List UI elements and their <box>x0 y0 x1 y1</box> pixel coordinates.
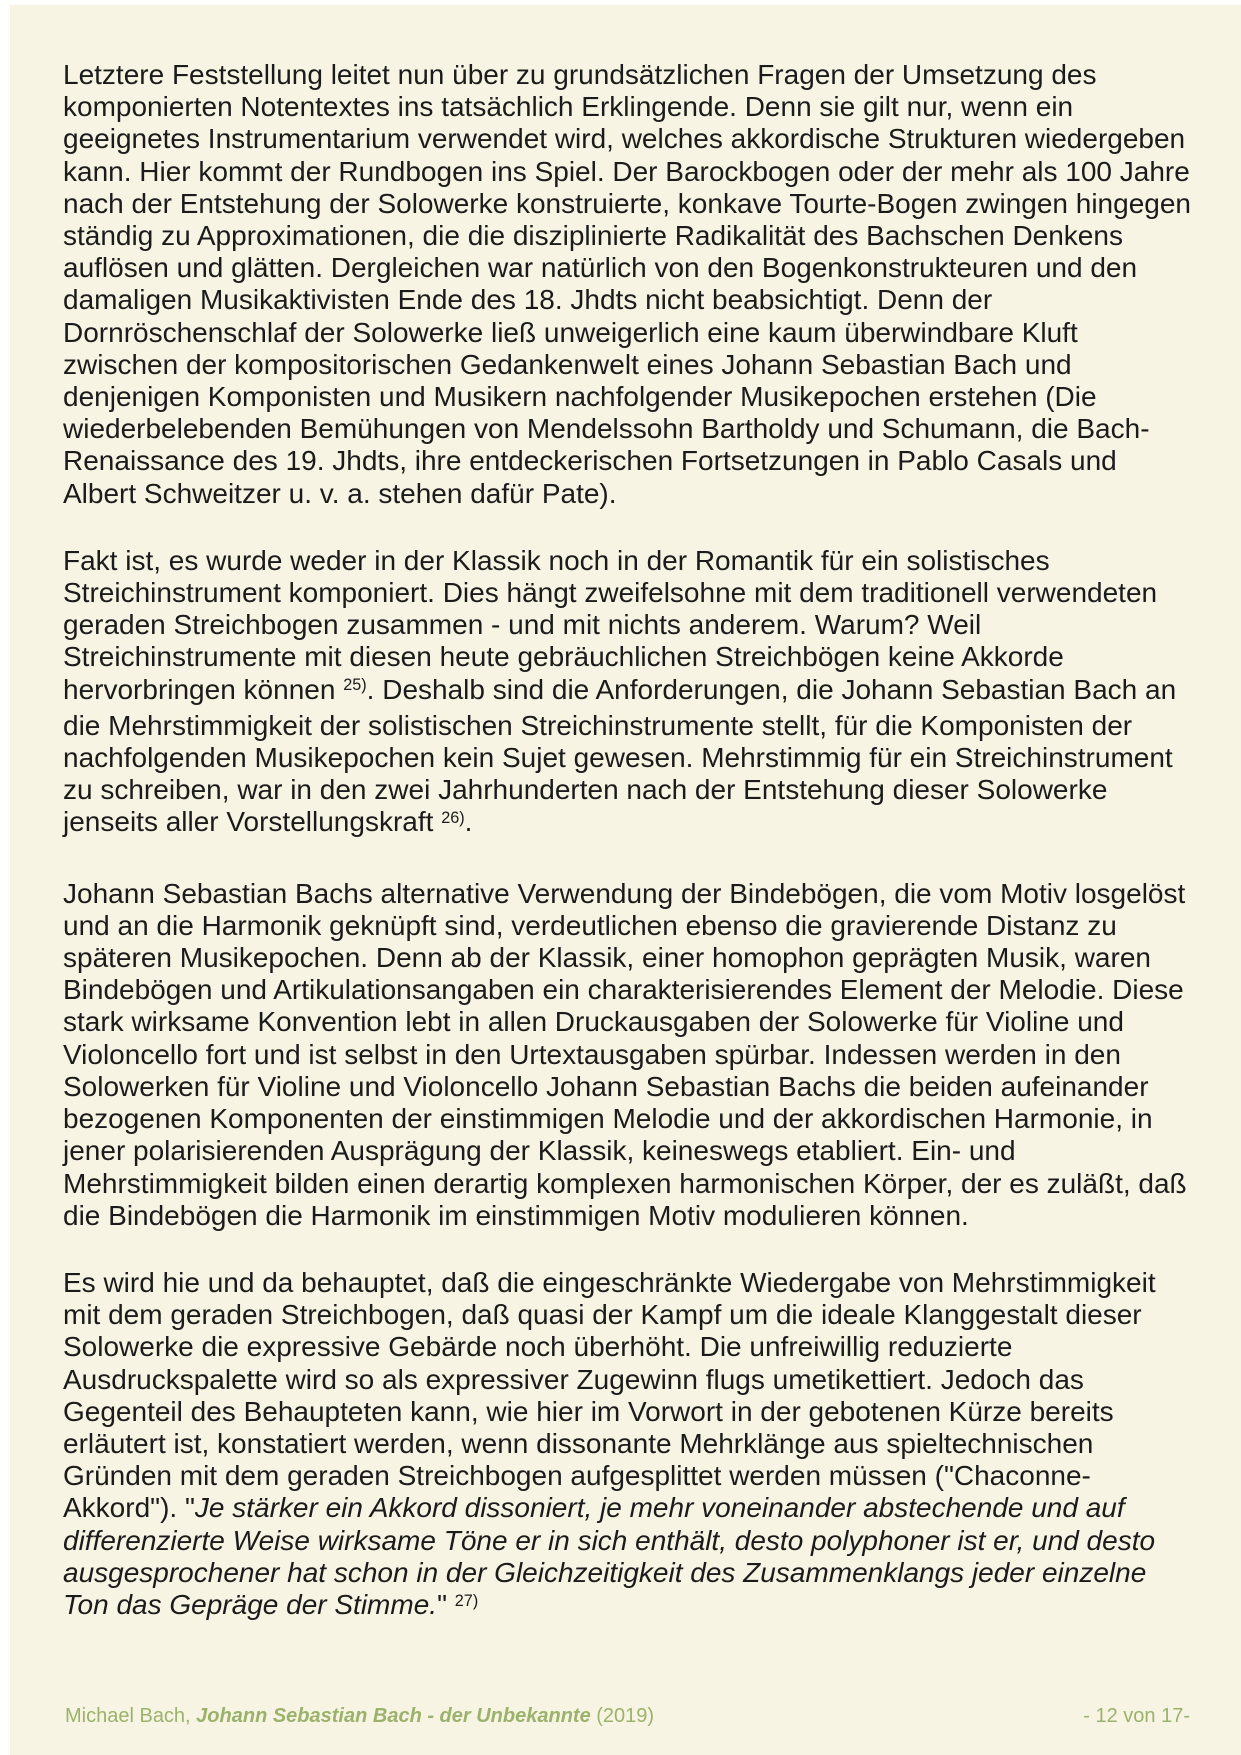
text-run: (2019) <box>590 1705 655 1727</box>
page-footer <box>65 1704 1190 1728</box>
page-number: - 12 von 17- <box>1083 1705 1190 1727</box>
paragraph-1 <box>63 59 1193 510</box>
text-run: Es wird hie und da behauptet, daß die eingeschränkte Wiedergabe von Mehrstimmigkeit mit dem geraden Streichbogen, daß quasi der Kampf um die ideale Klanggestalt dieser Solowerke die expressive Gebärde noch überhöht. Die unfreiwillig reduzierte Ausdruckspalette wird so als expressiver Zugewinn flugs umetikettiert. Jedoch das Gegenteil des Behaupteten kann, wie hier im Vorwort in der gebotenen Kürze bereits erläutert ist, konstatiert werden, wenn dissonante Mehrklänge aus spieltechnischen Gründen mit dem geraden Streichbogen aufgesplittet werden müssen ("Chaconne-Akkord"). " <box>63 1266 1156 1524</box>
text-run: . <box>464 806 473 838</box>
footnote-ref: 25) <box>343 676 367 695</box>
text-run: Johann Sebastian Bach - der Unbekannte <box>196 1705 591 1727</box>
document-page <box>10 5 1241 1755</box>
text-run: Fakt ist, es wurde weder in der Klassik noch in der Romantik für ein solistisches Streichinstrument komponiert. Dies hängt zweifelsohne mit dem traditionell verwendeten geraden Streichbogen zusammen - und mit nichts anderem. Warum? Weil Streichinstrumente mit diesen heute gebräuchlichen Streichbögen keine Akkorde hervorbringen können <box>63 544 1158 705</box>
paragraph-2 <box>63 545 1193 843</box>
text-run: Johann Sebastian Bachs alternative Verwendung der Bindebögen, die vom Motiv losgelöst und an die Harmonik geknüpft sind, verdeutlichen ebenso die gravierende Distanz zu späteren Musikepochen. Denn ab der Klassik, einer homophon geprägten Musik, waren Bindebögen und Artikulationsangaben ein charakterisierendes Element der Melodie. Diese stark wirksame Konvention lebt in allen Druckausgaben der Solowerke für Violine und Violoncello fort und ist selbst in den Urtextausgaben spürbar. Indessen werden in den Solowerken für Violine und Violoncello Johann Sebastian Bachs die beiden aufeinander bezogenen Komponenten der einstimmigen Melodie und der akkordischen Harmonie, in jener polarisierenden Ausprägung der Klassik, keineswegs etabliert. Ein- und Mehrstimmigkeit bilden einen derartig komplexen harmonischen Körper, der es zuläßt, daß die Bindebögen die Harmonik im einstimmigen Motiv modulieren können. <box>63 877 1187 1231</box>
article-body <box>63 59 1193 1625</box>
paragraph-3 <box>63 878 1193 1232</box>
footnote-ref: 27) <box>454 1591 479 1610</box>
text-run: Letztere Feststellung leitet nun über zu grundsätzlichen Fragen der Umsetzung des komponierten Notentextes ins tatsächlich Erklingende. Denn sie gilt nur, wenn ein geeignetes Instrumentarium verwendet wird, welches akkordische Strukturen wiedergeben kann. Hier kommt der Rundbogen ins Spiel. Der Barockbogen oder der mehr als 100 Jahre nach der Entstehung der Solowerke konstruierte, konkave Tourte-Bogen zwingen hingegen ständig zu Approximationen, die die disziplinierte Radikalität des Bachschen Denkens auflösen und glätten. Dergleichen war natürlich von den Bogenkonstrukteuren und den damaligen Musikaktivisten Ende des 18. Jhdts nicht beabsichtigt. Denn der Dornröschenschlaf der Solowerke ließ unweigerlich eine kaum überwindbare Kluft zwischen der kompositorischen Gedankenwelt eines Johann Sebastian Bach und denjenigen Komponisten und Musikern nachfolgender Musikepochen erstehen (Die wiederbelebenden Bemühungen von Mendelssohn Bartholdy und Schumann, die Bach-Renaissance des 19. Jhdts, ihre entdeckerischen Fortsetzungen in Pablo Casals und Albert Schweitzer u. v. a. stehen dafür Pate). <box>63 59 1191 509</box>
footer-citation <box>65 1704 654 1728</box>
paragraph-4 <box>63 1267 1193 1625</box>
text-run: Michael Bach, <box>65 1705 197 1727</box>
text-run: " <box>437 1588 455 1620</box>
footnote-ref: 26) <box>441 809 465 828</box>
text-run: Je stärker ein Akkord dissoniert, je mehr voneinander abstechende und auf differenzierte Weise wirksame Töne er in sich enthält, desto polyphoner ist er, und desto ausgesprochener hat schon in der Gleichzeitigkeit des Zusammenklangs jeder einzelne Ton das Gepräge der Stimme. <box>63 1492 1156 1620</box>
text-run: . Deshalb sind die Anforderungen, die Johann Sebastian Bach an die Mehrstimmigkeit der solistischen Streichinstrumente stellt, für die Komponisten der nachfolgenden Musikepochen kein Sujet gewesen. Mehrstimmig für ein Streichinstrument zu schreiben, war in den zwei Jahrhunderten nach der Entstehung dieser Solowerke jenseits aller Vorstellungskraft <box>63 673 1177 838</box>
